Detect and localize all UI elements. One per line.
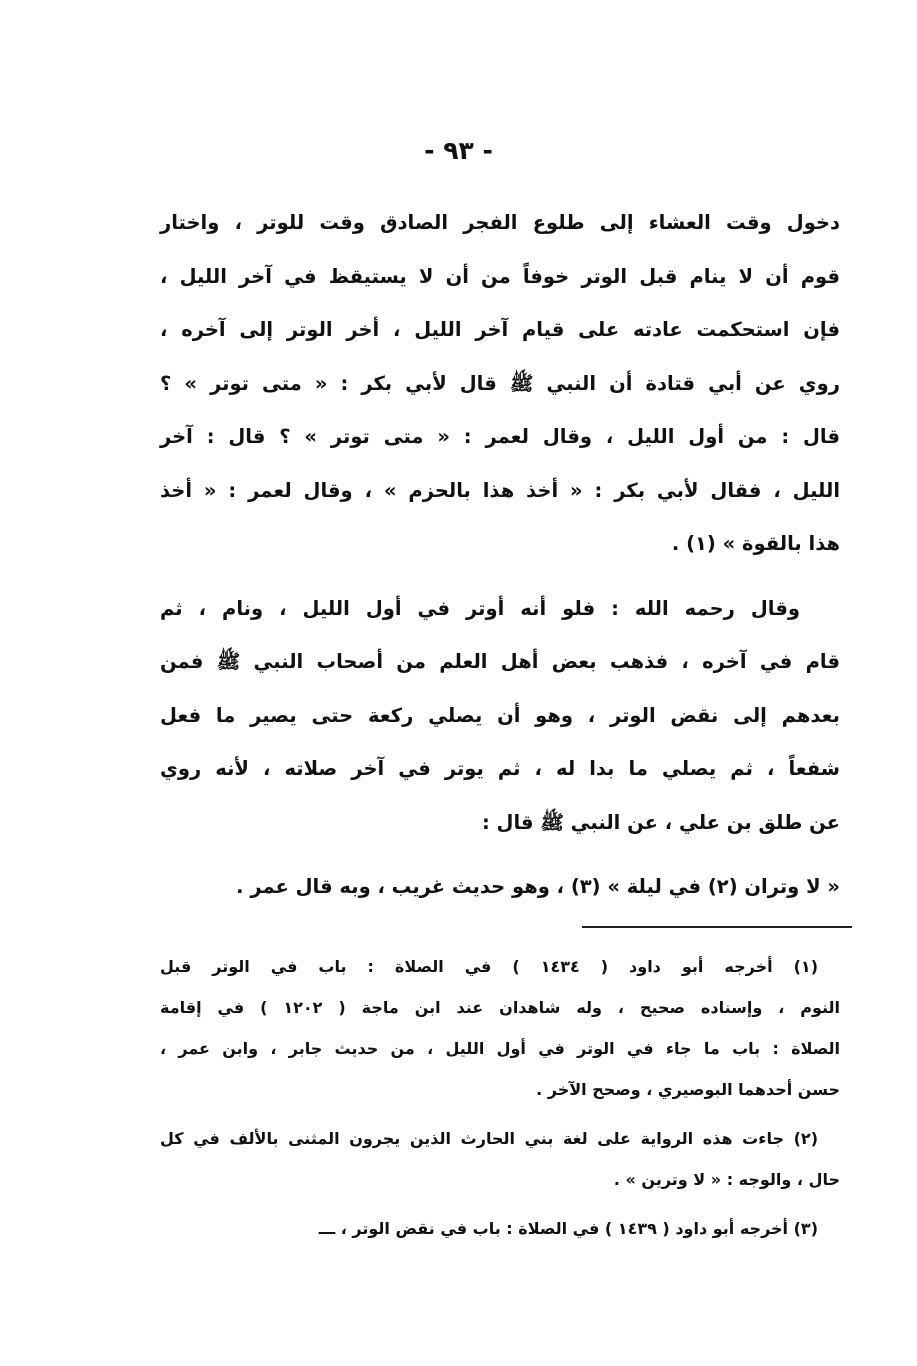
- footnote-line: النوم ، وإسناده صحيح ، وله شاهدان عند ابن ماجة ( ١٢٠٢ ) في إقامة: [160, 998, 841, 1017]
- text-line: الليل ، فقال لأبي بكر : « أخذ هذا بالحزم » ، وقال لعمر : « أخذ: [160, 478, 840, 502]
- paragraph-spacer: [160, 571, 840, 582]
- footnotes: [160, 946, 840, 1257]
- main-text: [160, 196, 840, 914]
- footnote-divider: [582, 926, 852, 928]
- text-line: « لا وتران (٢) في ليلة » (٣) ، وهو حديث غريب ، وبه قال عمر .: [236, 875, 840, 898]
- text-line: قام في آخره ، فذهب بعض أهل العلم من أصحاب النبي ﷺ فمن: [160, 650, 840, 673]
- footnote-line: الصلاة : باب ما جاء في الوتر في أول الليل ، من حديث جابر ، وابن عمر ،: [160, 1039, 840, 1058]
- paragraph-3: [160, 860, 840, 914]
- text-line: قوم أن لا ينام قبل الوتر خوفاً من أن لا يستيقظ في آخر الليل ،: [160, 264, 840, 288]
- footnote-1: [160, 946, 840, 1110]
- text-line: وقال رحمه الله : فلو أنه أوتر في أول الليل ، ونام ، ثم: [160, 596, 800, 620]
- footnote-line: حال ، والوجه : « لا وترين » .: [613, 1170, 840, 1189]
- text-line: دخول وقت العشاء إلى طلوع الفجر الصادق وقت للوتر ، واختار: [160, 211, 840, 234]
- paragraph-1: [160, 196, 840, 571]
- footnote-2: [160, 1118, 840, 1200]
- footnote-line: حسن أحدهما البوصيري ، وصحح الآخر .: [536, 1080, 840, 1099]
- text-line: عن طلق بن علي ، عن النبي ﷺ قال :: [481, 810, 840, 834]
- paragraph-spacer: [160, 849, 840, 860]
- text-line: روي عن أبي قتادة أن النبي ﷺ قال لأبي بكر : « متى توتر » ؟: [160, 371, 840, 395]
- text-line: شفعاً ، ثم يصلي ما بدا له ، ثم يوتر في آخر صلاته ، لأنه روي: [160, 757, 840, 780]
- paragraph-2: [160, 582, 840, 850]
- page-number: - ٩٣ -: [424, 136, 493, 165]
- footnote-3: [160, 1208, 840, 1249]
- footnote-line: (٣) أخرجه أبو داود ( ١٤٣٩ ) في الصلاة : باب في نقض الوتر ، ـــ: [318, 1219, 818, 1238]
- text-line: هذا بالقوة » (١) .: [671, 532, 840, 555]
- footnote-line: (٢) جاءت هذه الرواية على لغة بني الحارث الذين يجرون المثنى بالألف في كل: [160, 1129, 818, 1148]
- footnote-line: (١) أخرجه أبو داود ( ١٤٣٤ ) في الصلاة : باب في الوتر قبل: [160, 957, 818, 976]
- text-line: قال : من أول الليل ، وقال لعمر : « متى توتر » ؟ قال : آخر: [160, 425, 840, 448]
- text-line: فإن استحكمت عادته على قيام آخر الليل ، أخر الوتر إلى آخره ،: [160, 318, 840, 341]
- text-line: بعدهم إلى نقض الوتر ، وهو أن يصلي ركعة حتى يصير ما فعل: [160, 703, 840, 727]
